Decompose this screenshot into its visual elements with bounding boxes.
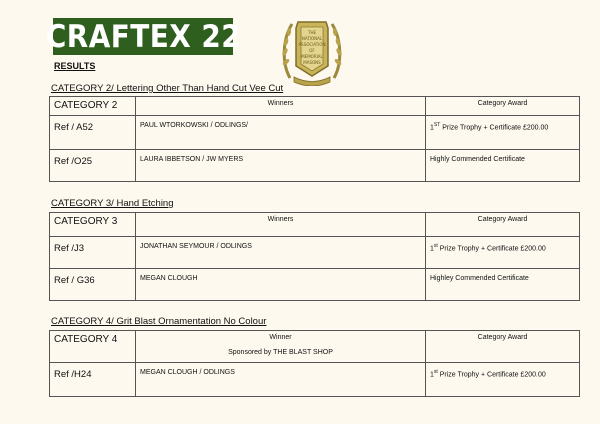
category-4-table: [49, 330, 580, 397]
category-3-table: [49, 212, 580, 301]
winner-cell: MEGAN CLOUGH / ODLINGS: [136, 363, 426, 397]
award-cell: 1ST Prize Trophy + Certificate £200.00: [426, 116, 580, 150]
award-header: Category Award: [426, 213, 580, 237]
svg-text:MASONS: MASONS: [303, 60, 321, 65]
category-label: CATEGORY 3: [50, 213, 136, 237]
table-header-row: [50, 213, 580, 237]
category-2-table: [49, 96, 580, 182]
ref-cell: Ref / A52: [50, 116, 136, 150]
winner-cell: JONATHAN SEYMOUR / ODLINGS: [136, 237, 426, 269]
category-3-title: CATEGORY 3/ Hand Etching: [51, 198, 174, 209]
winner-header-label: Winner: [269, 334, 292, 341]
award-header: Category Award: [426, 97, 580, 116]
table-header-row: [50, 331, 580, 363]
table-row: [50, 116, 580, 150]
award-cell: Highly Commended Certificate: [426, 150, 580, 182]
results-heading: RESULTS: [54, 61, 96, 71]
award-cell: Highley Commended Certificate: [426, 269, 580, 301]
award-header: Category Award: [426, 331, 580, 363]
category-label: CATEGORY 2: [50, 97, 136, 116]
winners-header: Winners: [136, 97, 426, 116]
table-row: [50, 237, 580, 269]
svg-text:NATIONAL: NATIONAL: [301, 36, 323, 41]
category-4-title: CATEGORY 4/ Grit Blast Ornamentation No Colour: [51, 316, 267, 327]
winners-header: Winners: [136, 213, 426, 237]
svg-text:OF: OF: [309, 48, 315, 53]
award-cell: 1st Prize Trophy + Certificate £200.00: [426, 237, 580, 269]
craftex-logo: [45, 18, 241, 55]
svg-text:MEMORIAL: MEMORIAL: [301, 54, 323, 59]
winners-header: [136, 331, 426, 363]
logo-text: CRAFTEX 22: [45, 18, 241, 55]
winner-cell: PAUL WTORKOWSKI / ODLINGS/: [136, 116, 426, 150]
sponsor-text: Sponsored by THE BLAST SHOP: [228, 349, 333, 356]
table-row: [50, 150, 580, 182]
award-cell: 1st Prize Trophy + Certificate £200.00: [426, 363, 580, 397]
ref-cell: Ref /O25: [50, 150, 136, 182]
svg-text:THE: THE: [308, 30, 316, 35]
ref-cell: Ref /J3: [50, 237, 136, 269]
winner-cell: LAURA IBBETSON / JW MYERS: [136, 150, 426, 182]
winner-cell: MEGAN CLOUGH: [136, 269, 426, 301]
category-label: CATEGORY 4: [50, 331, 136, 363]
association-emblem-icon: [280, 14, 344, 86]
ref-cell: Ref /H24: [50, 363, 136, 397]
svg-text:ASSOCIATION: ASSOCIATION: [298, 42, 326, 47]
table-header-row: [50, 97, 580, 116]
ref-cell: Ref / G36: [50, 269, 136, 301]
table-row: [50, 269, 580, 301]
category-2-title: CATEGORY 2/ Lettering Other Than Hand Cut Vee Cut: [51, 83, 284, 94]
table-row: [50, 363, 580, 397]
